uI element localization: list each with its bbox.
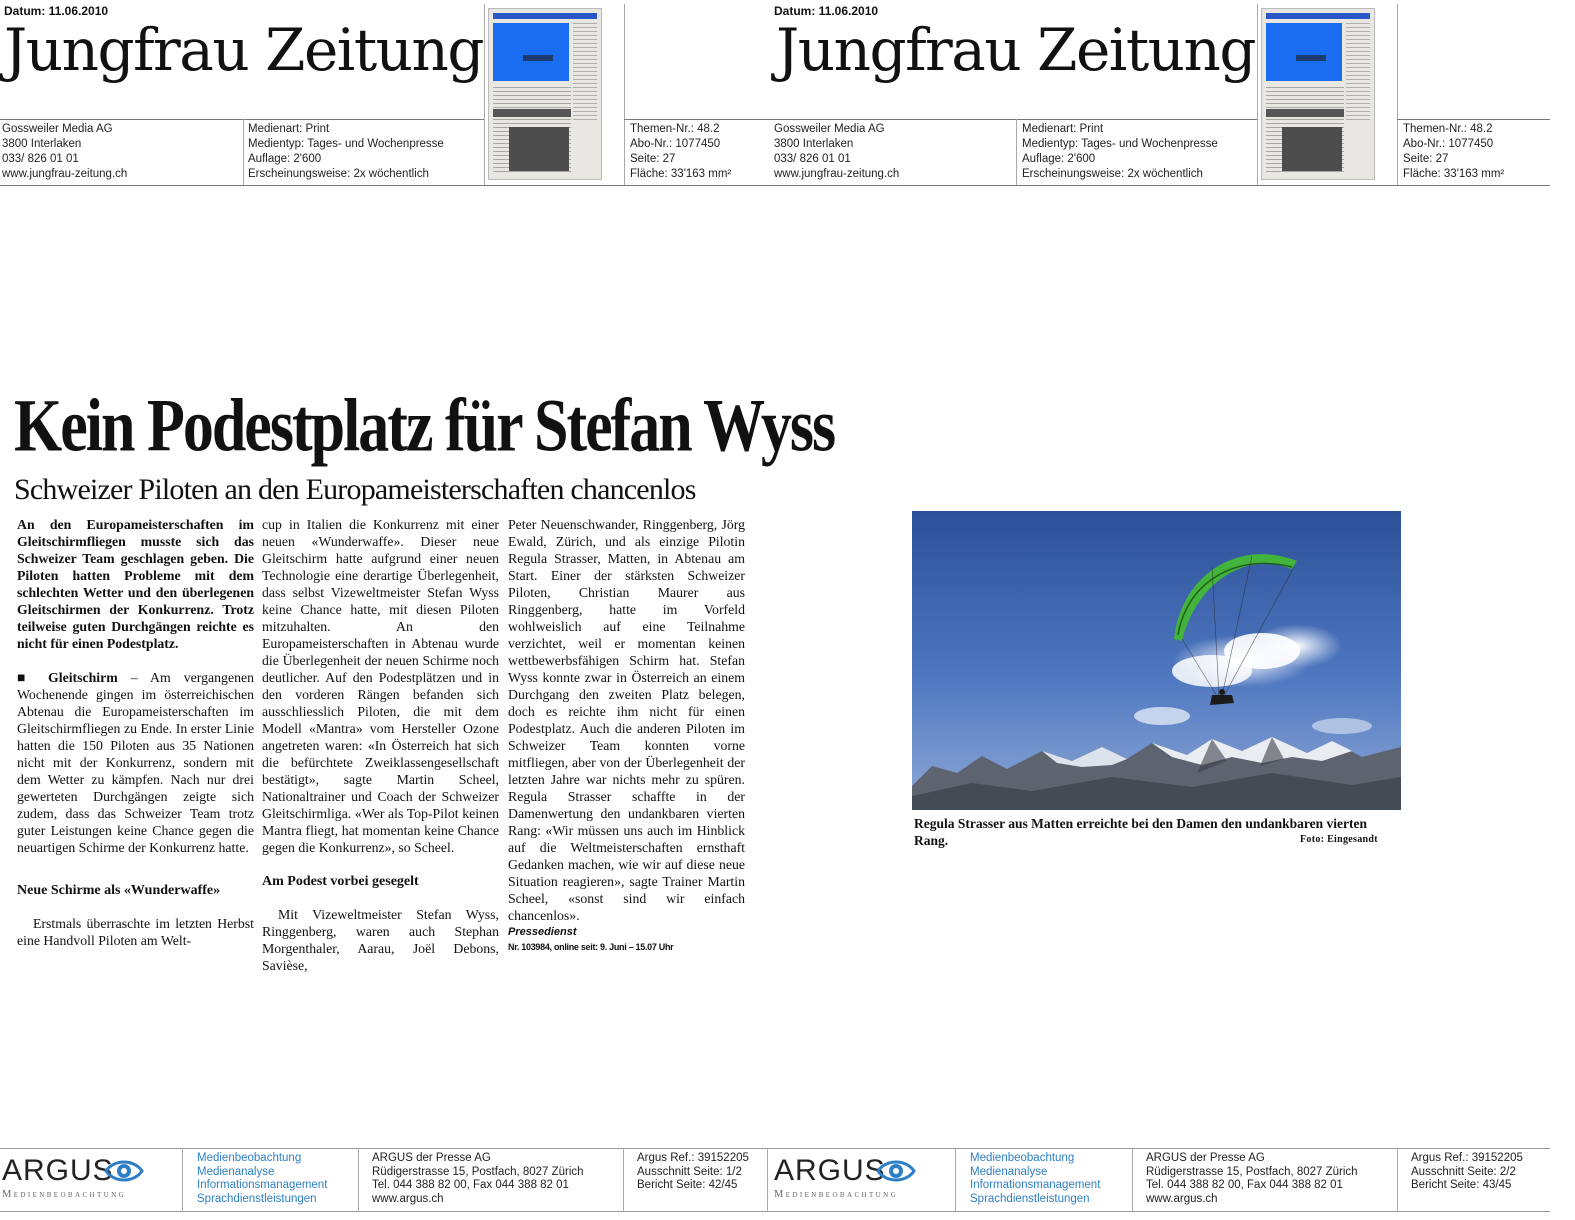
article-paragraph: Peter Neuenschwander, Ringgenberg, Jörg Ewald, Zürich, und als einzige Pilotin Regula Strasser, Matten, in Abtenau am Start. Einer der stärksten Schweizer Piloten, Christian Maurer aus Ringgenberg, hatte im Vorfeld wohlweislich auf eine Teilnahme verzichtet, weil er momentan keinen wettbewerbsfähigen Schirm hat. Stefan Wyss konnte zwar in Österreich an einem Durchgang den zweiten Platz belegen, doch es reichte ihm nicht für einen Podestplatz. Auch die anderen Piloten im Schweizer Team konnten vorne mitfliegen, aber von der Überlegenheit der letzten Jahre war nichts mehr zu spüren. Regula Strasser schaffte in der Damenwertung den undankbaren vierten Rang: «Wir müssen uns auch im Hinblick auf die Weltmeisterschaften ernsthaft Gedanken machen, wie wir auf diese neue Situation reagieren», sagte Trainer Martin Scheel, «sonst sind wir einfach chancenlos». (508, 517, 745, 923)
header-divider (772, 119, 1258, 120)
article-kicker: Gleitschirm (48, 670, 118, 685)
footer-vdiv (767, 1148, 768, 1212)
article-paragraph: Erstmals überraschte im letzten Herbst eine Handvoll Piloten am Welt- (17, 916, 254, 948)
publisher-info: Gossweiler Media AG 3800 Interlaken 033/ 826 01 01 www.jungfrau-zeitung.ch (774, 123, 900, 180)
article-paragraph: ■ Gleitschirm – Am vergangenen Wochenende gingen im österreichischen Abtenau die Europameisterschaften im Gleitschirmfliegen zu Ende. In erster Linie hatten die 150 Piloten aus 35 Nationen nicht mit der Konkurrenz, sondern mit dem Wetter zu kämpfen. Nach nur drei gewerteten Durchgängen zeigte sich zudem, dass das Schweizer Team trotz guter Leistungen keine Chance gegen die neuartigen Schirme der Konkurrenz hatte. (17, 670, 254, 855)
footer-top-rule (0, 1148, 1550, 1149)
argus-logo: ARGUS (2, 1154, 114, 1187)
photo-credit: Foto: Eingesandt (1300, 834, 1378, 845)
header-divider (1397, 119, 1550, 120)
article-paragraph: Mit Vizeweltmeister Stefan Wyss, Ringgenberg, waren auch Stephan Morgenthaler, Aarau, Joël Debons, Savièse, (262, 907, 499, 973)
newspaper-title: Jungfrau Zeitung (776, 16, 1255, 84)
argus-logo-sub: Medienbeobachtung (2, 1189, 127, 1200)
article-byline: Pressedienst (508, 926, 577, 938)
header-vdiv (1257, 4, 1258, 186)
photo-caption: Regula Strasser aus Matten erreichte bei den Damen den undankbaren vierten Rang. (914, 816, 1367, 848)
header-vdiv (624, 4, 625, 186)
footer-vdiv (1397, 1148, 1398, 1212)
article-subheading: Neue Schirme als «Wunderwaffe» (17, 883, 221, 898)
footer-vdiv (1132, 1148, 1133, 1212)
footer-vdiv (623, 1148, 624, 1212)
square-bullet-icon: ■ (17, 670, 49, 685)
header-vdiv (243, 119, 244, 186)
argus-reference: Argus Ref.: 39152205 Ausschnitt Seite: 1/2 Bericht Seite: 42/45 (637, 1152, 749, 1191)
media-info: Medienart: Print Medientyp: Tages- und Wochenpresse Auflage: 2'600 Erscheinungsweise: 2x wöchentlich (248, 123, 444, 180)
footer-vdiv (358, 1148, 359, 1212)
theme-info: Themen-Nr.: 48.2 Abo-Nr.: 1077450 Seite: 27 Fläche: 33'163 mm² (630, 123, 732, 180)
argus-reference: Argus Ref.: 39152205 Ausschnitt Seite: 2/2 Bericht Seite: 43/45 (1411, 1152, 1523, 1191)
argus-company: ARGUS der Presse AG Rüdigerstrasse 15, Postfach, 8027 Zürich Tel. 044 388 82 00, Fax 044 388 82 01 www.argus.ch (372, 1152, 584, 1205)
article-subhead: Schweizer Piloten an den Europameisterschaften chancenlos (14, 473, 696, 506)
article-headline: Kein Podestplatz für Stefan Wyss (14, 384, 835, 468)
paraglider-photo (912, 511, 1401, 810)
header-date: Datum: 11.06.2010 (774, 4, 879, 18)
header-divider (624, 119, 772, 120)
argus-eye-icon (104, 1157, 144, 1185)
argus-logo: ARGUS (774, 1154, 886, 1187)
newspaper-title: Jungfrau Zeitung (4, 16, 483, 84)
header-date: Datum: 11.06.2010 (4, 4, 109, 18)
footer-vdiv (182, 1148, 183, 1212)
article-column-3 (508, 516, 745, 954)
argus-logo-sub: Medienbeobachtung (774, 1189, 899, 1200)
argus-company: ARGUS der Presse AG Rüdigerstrasse 15, Postfach, 8027 Zürich Tel. 044 388 82 00, Fax 044 388 82 01 www.argus.ch (1146, 1152, 1358, 1205)
article-paragraph: cup in Italien die Konkurrenz mit einer neuen «Wunderwaffe». Dieser neue Gleitschirm hatte aufgrund einer neuen Technologie eine derartige Überlegenheit, dass selbst Vizeweltmeister Stefan Wyss keine Chance hatte, mit diesen Piloten mitzuhalten. An den Europameisterschaften in Abtenau wurde die Überlegenheit der neuen Schirme noch deutlicher. Auf den Podestplätzen und in den vorderen Rängen befanden sich ausschliesslich Piloten, die mit dem Modell «Mantra» vom Hersteller Ozone angetreten waren: «In Österreich hat sich die befürchtete Zweiklassengesellschaft bestätigt», sagte Martin Scheel, Nationaltrainer und Coach der Schweizer Gleitschirmliga. «Wer als Top-Pilot keinen Mantra fliegt, hat momentan keine Chance gegen die Konkurrenz», so Scheel. (262, 517, 499, 855)
article-column-1 (17, 516, 254, 949)
footer-bottom-rule (0, 1211, 1550, 1212)
header-divider (0, 119, 484, 120)
media-info: Medienart: Print Medientyp: Tages- und Wochenpresse Auflage: 2'600 Erscheinungsweise: 2x wöchentlich (1022, 123, 1218, 180)
argus-services: Medienbeobachtung Medienanalyse Informationsmanagement Sprachdienstleistungen (970, 1152, 1101, 1205)
article-subheading: Am Podest vorbei gesegelt (262, 874, 419, 889)
footer-vdiv (955, 1148, 956, 1212)
article-online-ref: Nr. 103984, online seit: 9. Juni – 15.07 Uhr (508, 942, 674, 952)
publisher-info: Gossweiler Media AG 3800 Interlaken 033/ 826 01 01 www.jungfrau-zeitung.ch (2, 123, 128, 180)
header-vdiv (1397, 4, 1398, 186)
article-column-2 (262, 516, 499, 974)
header-vdiv (1016, 119, 1017, 186)
theme-info: Themen-Nr.: 48.2 Abo-Nr.: 1077450 Seite: 27 Fläche: 33'163 mm² (1403, 123, 1505, 180)
page-thumbnail (1261, 8, 1375, 180)
header-vdiv (484, 4, 485, 186)
page-thumbnail (488, 8, 602, 180)
argus-services: Medienbeobachtung Medienanalyse Informationsmanagement Sprachdienstleistungen (197, 1152, 328, 1205)
header-bottom-rule (0, 185, 1550, 186)
article-lead: An den Europameisterschaften im Gleitschirmfliegen musste sich das Schweizer Team geschlagen geben. Die Piloten hatten Probleme mit dem schlechten Wetter und den überlegenen Gleitschirmen der Konkurrenz. Trotz teilweise guten Durchgängen reichte es nicht für einen Podestplatz. (17, 517, 254, 651)
argus-eye-icon (876, 1157, 916, 1185)
